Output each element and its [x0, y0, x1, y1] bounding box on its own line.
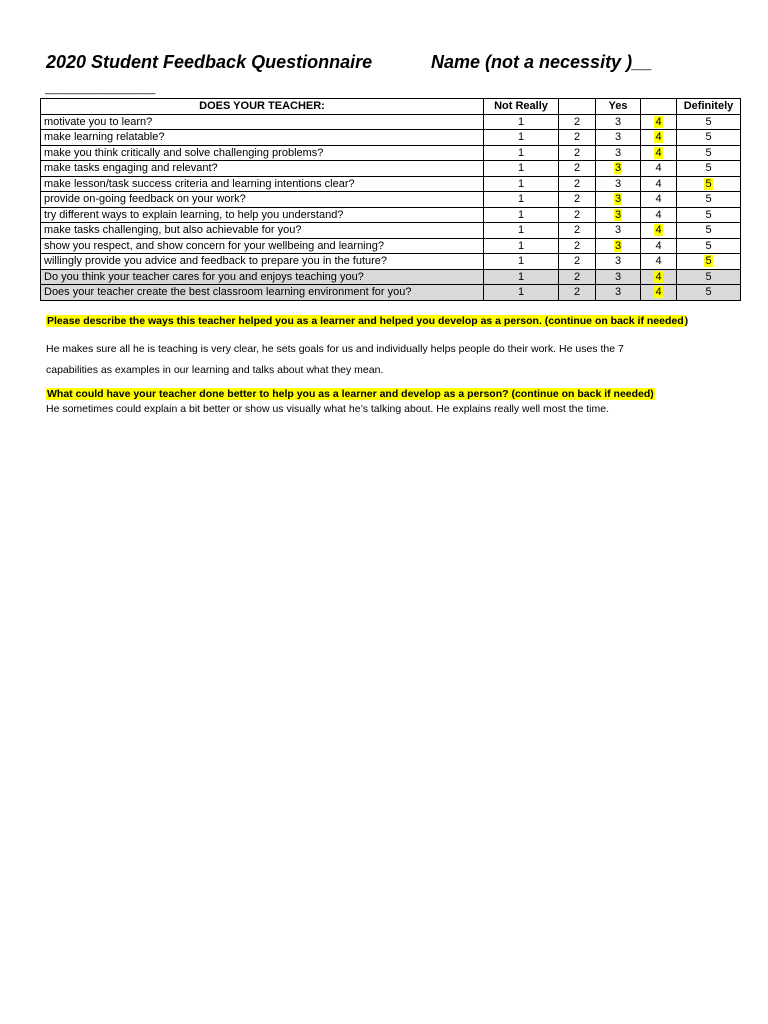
rating-cell	[596, 161, 641, 177]
rating-cell	[559, 269, 596, 285]
rating-cell	[559, 161, 596, 177]
rating-cell	[484, 207, 559, 223]
question-cell: motivate you to learn?	[41, 114, 484, 130]
rating-cell	[559, 114, 596, 130]
rating-cell	[641, 207, 677, 223]
rating-value: 4	[655, 255, 662, 268]
rating-value: 5	[705, 131, 712, 144]
header-blank-2	[641, 99, 677, 115]
rating-cell	[596, 207, 641, 223]
rating-cell	[596, 130, 641, 146]
rating-value: 1	[517, 162, 525, 175]
rating-value: 2	[573, 131, 581, 144]
rating-cell	[484, 238, 559, 254]
rating-cell	[677, 223, 741, 239]
rating-value: 2	[573, 193, 581, 206]
selected-rating: 5	[705, 177, 712, 190]
header-not-really: Not Really	[484, 99, 559, 115]
table-row	[41, 207, 741, 223]
rating-value: 1	[517, 208, 525, 221]
rating-value: 3	[614, 177, 622, 190]
section1-answer-line-1: He makes sure all he is teaching is very clear, he sets goals for us and individually helps people do their work. He uses the 7	[46, 343, 624, 355]
rating-cell	[641, 238, 677, 254]
rating-cell	[596, 145, 641, 161]
rating-cell	[484, 130, 559, 146]
rating-cell	[596, 223, 641, 239]
rating-value: 3	[614, 224, 622, 237]
rating-value: 3	[614, 146, 622, 159]
section1-prompt-highlight: Please describe the ways this teacher helped you as a learner and helped you develop as a person. (continue on back if needed	[47, 315, 684, 327]
rating-value: 2	[573, 177, 581, 190]
rating-value: 2	[573, 115, 581, 128]
rating-value: 3	[614, 115, 622, 128]
rating-value: 5	[705, 224, 712, 237]
rating-cell	[559, 192, 596, 208]
name-blank-line: ___________	[46, 76, 157, 96]
rating-cell	[484, 114, 559, 130]
question-cell: make learning relatable?	[41, 130, 484, 146]
header-definitely: Definitely	[677, 99, 741, 115]
rating-cell	[484, 223, 559, 239]
rating-cell	[677, 145, 741, 161]
rating-value: 2	[573, 162, 581, 175]
rating-value: 2	[573, 286, 581, 299]
rating-value: 2	[573, 255, 581, 268]
section2-prompt-highlight: What could have your teacher done better to help you as a learner and develop as a person? (continue on back if needed)	[47, 388, 654, 400]
rating-cell	[641, 176, 677, 192]
selected-rating: 3	[614, 208, 622, 221]
rating-value: 4	[655, 239, 662, 252]
rating-value: 2	[573, 224, 581, 237]
rating-cell	[484, 285, 559, 301]
name-label: Name (not a necessity )__	[431, 52, 653, 72]
rating-cell	[677, 207, 741, 223]
question-cell: provide on-going feedback on your work?	[41, 192, 484, 208]
rating-cell	[641, 254, 677, 270]
feedback-table	[40, 98, 741, 301]
rating-cell	[559, 176, 596, 192]
rating-value: 5	[705, 208, 712, 221]
header-blank-1	[559, 99, 596, 115]
rating-cell	[484, 176, 559, 192]
table-header-row	[41, 99, 741, 115]
table-row	[41, 145, 741, 161]
table-row	[41, 130, 741, 146]
rating-value: 1	[517, 177, 525, 190]
rating-value: 2	[573, 146, 581, 159]
rating-cell	[677, 254, 741, 270]
header-question: DOES YOUR TEACHER:	[41, 99, 484, 115]
selected-rating: 3	[614, 193, 622, 206]
rating-cell	[596, 254, 641, 270]
rating-cell	[559, 254, 596, 270]
rating-value: 3	[614, 255, 622, 268]
rating-cell	[596, 176, 641, 192]
rating-value: 5	[705, 239, 712, 252]
section2-prompt	[46, 387, 746, 401]
rating-cell	[559, 223, 596, 239]
rating-cell	[641, 161, 677, 177]
table-row	[41, 192, 741, 208]
rating-value: 3	[614, 270, 622, 283]
rating-cell	[677, 130, 741, 146]
rating-value: 5	[705, 270, 712, 283]
rating-cell	[641, 145, 677, 161]
rating-cell	[596, 238, 641, 254]
rating-value: 4	[655, 208, 662, 221]
rating-cell	[596, 192, 641, 208]
title-text: 2020 Student Feedback Questionnaire	[46, 52, 373, 72]
question-cell: make lesson/task success criteria and learning intentions clear?	[41, 176, 484, 192]
rating-value: 2	[573, 208, 581, 221]
rating-value: 1	[517, 286, 525, 299]
question-cell: make tasks engaging and relevant?	[41, 161, 484, 177]
selected-rating: 4	[655, 115, 662, 128]
rating-value: 2	[573, 270, 581, 283]
rating-cell	[641, 223, 677, 239]
table-row	[41, 238, 741, 254]
rating-cell	[559, 207, 596, 223]
rating-cell	[677, 285, 741, 301]
rating-value: 5	[705, 193, 712, 206]
rating-cell	[677, 269, 741, 285]
question-cell: make you think critically and solve challenging problems?	[41, 145, 484, 161]
section1-prompt	[46, 314, 746, 328]
rating-value: 5	[705, 162, 712, 175]
selected-rating: 4	[655, 131, 662, 144]
selected-rating: 4	[655, 224, 662, 237]
rating-cell	[641, 114, 677, 130]
rating-value: 5	[705, 115, 712, 128]
rating-cell	[484, 269, 559, 285]
rating-value: 1	[517, 239, 525, 252]
rating-cell	[559, 130, 596, 146]
rating-cell	[596, 269, 641, 285]
rating-cell	[641, 130, 677, 146]
table-row	[41, 269, 741, 285]
rating-cell	[677, 238, 741, 254]
selected-rating: 5	[705, 255, 712, 268]
question-cell: willingly provide you advice and feedback to prepare you in the future?	[41, 254, 484, 270]
rating-value: 5	[705, 286, 712, 299]
selected-rating: 4	[655, 286, 662, 299]
question-cell: Do you think your teacher cares for you and enjoys teaching you?	[41, 269, 484, 285]
selected-rating: 4	[655, 270, 662, 283]
rating-value: 4	[655, 193, 662, 206]
rating-value: 2	[573, 239, 581, 252]
rating-cell	[484, 254, 559, 270]
rating-cell	[559, 285, 596, 301]
table-row	[41, 161, 741, 177]
page-title	[46, 52, 746, 73]
rating-value: 4	[655, 177, 662, 190]
rating-cell	[484, 192, 559, 208]
header-yes: Yes	[596, 99, 641, 115]
rating-cell	[641, 269, 677, 285]
rating-cell	[641, 192, 677, 208]
selected-rating: 4	[655, 146, 662, 159]
table-row	[41, 254, 741, 270]
rating-value: 1	[517, 131, 525, 144]
table-row	[41, 114, 741, 130]
rating-value: 1	[517, 224, 525, 237]
question-cell: make tasks challenging, but also achievable for you?	[41, 223, 484, 239]
rating-cell	[596, 114, 641, 130]
rating-value: 3	[614, 286, 622, 299]
rating-value: 4	[655, 162, 662, 175]
rating-value: 3	[614, 131, 622, 144]
rating-value: 1	[517, 146, 525, 159]
rating-cell	[559, 238, 596, 254]
rating-cell	[677, 176, 741, 192]
section2-answer: He sometimes could explain a bit better or show us visually what he’s talking about. He explains really well most the time.	[46, 403, 609, 415]
table-row	[41, 223, 741, 239]
rating-cell	[484, 145, 559, 161]
rating-cell	[677, 161, 741, 177]
question-cell: try different ways to explain learning, to help you understand?	[41, 207, 484, 223]
rating-cell	[677, 114, 741, 130]
rating-value: 1	[517, 193, 525, 206]
rating-cell	[596, 285, 641, 301]
rating-cell	[559, 145, 596, 161]
rating-value: 1	[517, 115, 525, 128]
question-cell: Does your teacher create the best classroom learning environment for you?	[41, 285, 484, 301]
section1-answer-line-2: capabilities as examples in our learning and talks about what they mean.	[46, 364, 384, 376]
table-row	[41, 176, 741, 192]
section1-prompt-tail: )	[684, 315, 689, 327]
selected-rating: 3	[614, 239, 622, 252]
question-cell: show you respect, and show concern for your wellbeing and learning?	[41, 238, 484, 254]
table-row	[41, 285, 741, 301]
rating-cell	[484, 161, 559, 177]
rating-cell	[641, 285, 677, 301]
rating-value: 1	[517, 255, 525, 268]
rating-value: 5	[705, 146, 712, 159]
selected-rating: 3	[614, 162, 622, 175]
rating-value: 1	[517, 270, 525, 283]
rating-cell	[677, 192, 741, 208]
